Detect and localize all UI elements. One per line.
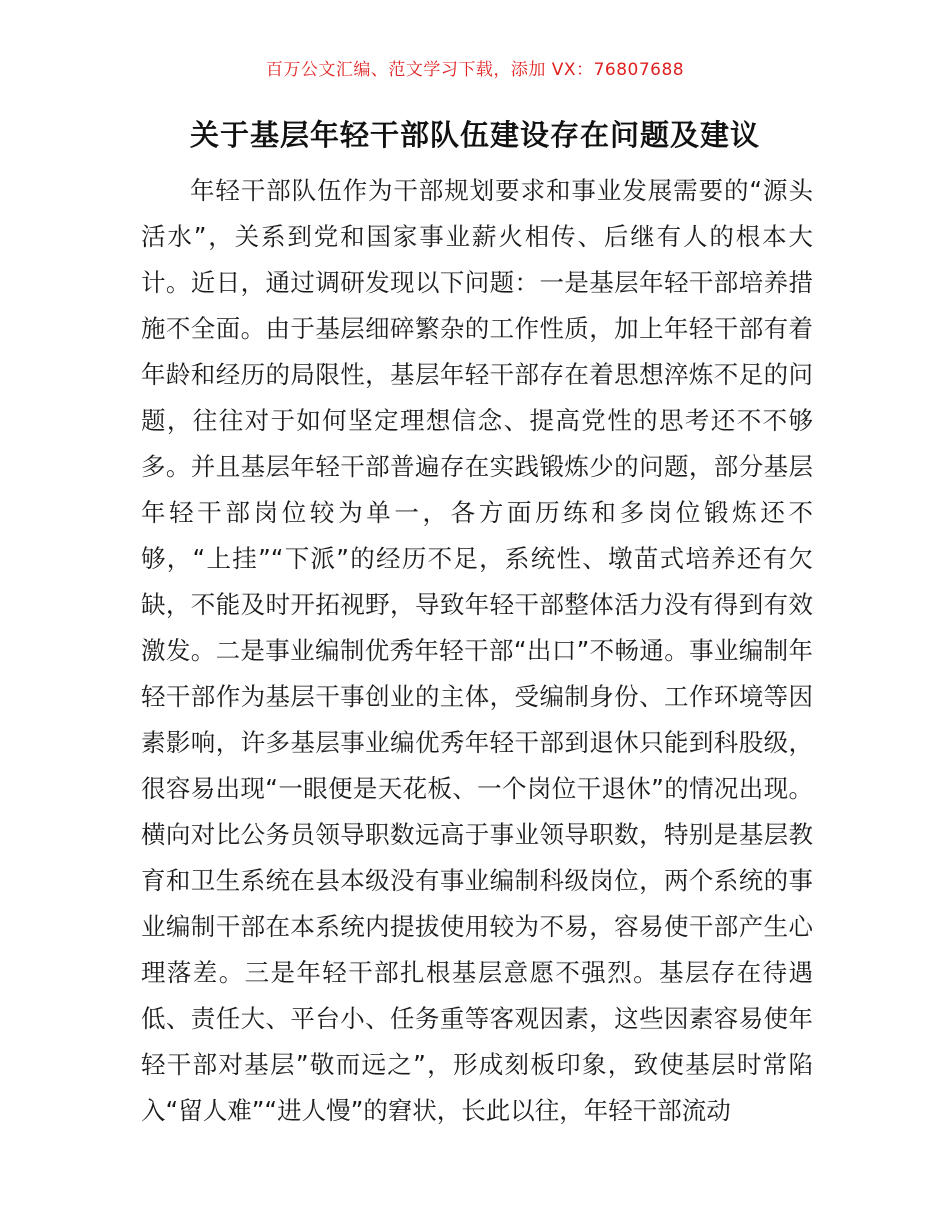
header-watermark-note: 百万公文汇编、范文学习下载，添加 VX：76807688: [265, 60, 685, 80]
document-title: 关于基层年轻干部队伍建设存在问题及建议: [189, 118, 760, 152]
body-paragraph: 年轻干部队伍作为干部规划要求和事业发展需要的“源头活水”，关系到党和国家事业薪火相传、后继有人的根本大计。近日，通过调研发现以下问题：一是基层年轻干部培养措施不全面。由于基层细碎繁杂的工作性质，加上年轻干部有着年龄和经历的局限性，基层年轻干部存在着思想淬炼不足的问题，往往对于如何坚定理想信念、提高党性的思考还不不够多。并且基层年轻干部普遍存在实践锻炼少的问题，部分基层年轻干部岗位较为单一，各方面历练和多岗位锻炼还不够，“上挂”“下派”的经历不足，系统性、墩苗式培养还有欠缺，不能及时开拓视野，导致年轻干部整体活力没有得到有效激发。二是事业编制优秀年轻干部“出口”不畅通。事业编制年轻干部作为基层干事创业的主体，受编制身份、工作环境等因素影响，许多基层事业编优秀年轻干部到退休只能到科股级，很容易出现“一眼便是天花板、一个岗位干退休”的情况出现。横向对比公务员领导职数远高于事业领导职数，特别是基层教育和卫生系统在县本级没有事业编制科级岗位，两个系统的事业编制干部在本系统内提拔使用较为不易，容易使干部产生心理落差。三是年轻干部扎根基层意愿不强烈。基层存在待遇低、责任大、平台小、任务重等客观因素，这些因素容易使年轻干部对基层”敬而远之”，形成刻板印象，致使基层时常陷入“留人难”“进人慢”的窘状，长此以往，年轻干部流动: [141, 176, 813, 1125]
